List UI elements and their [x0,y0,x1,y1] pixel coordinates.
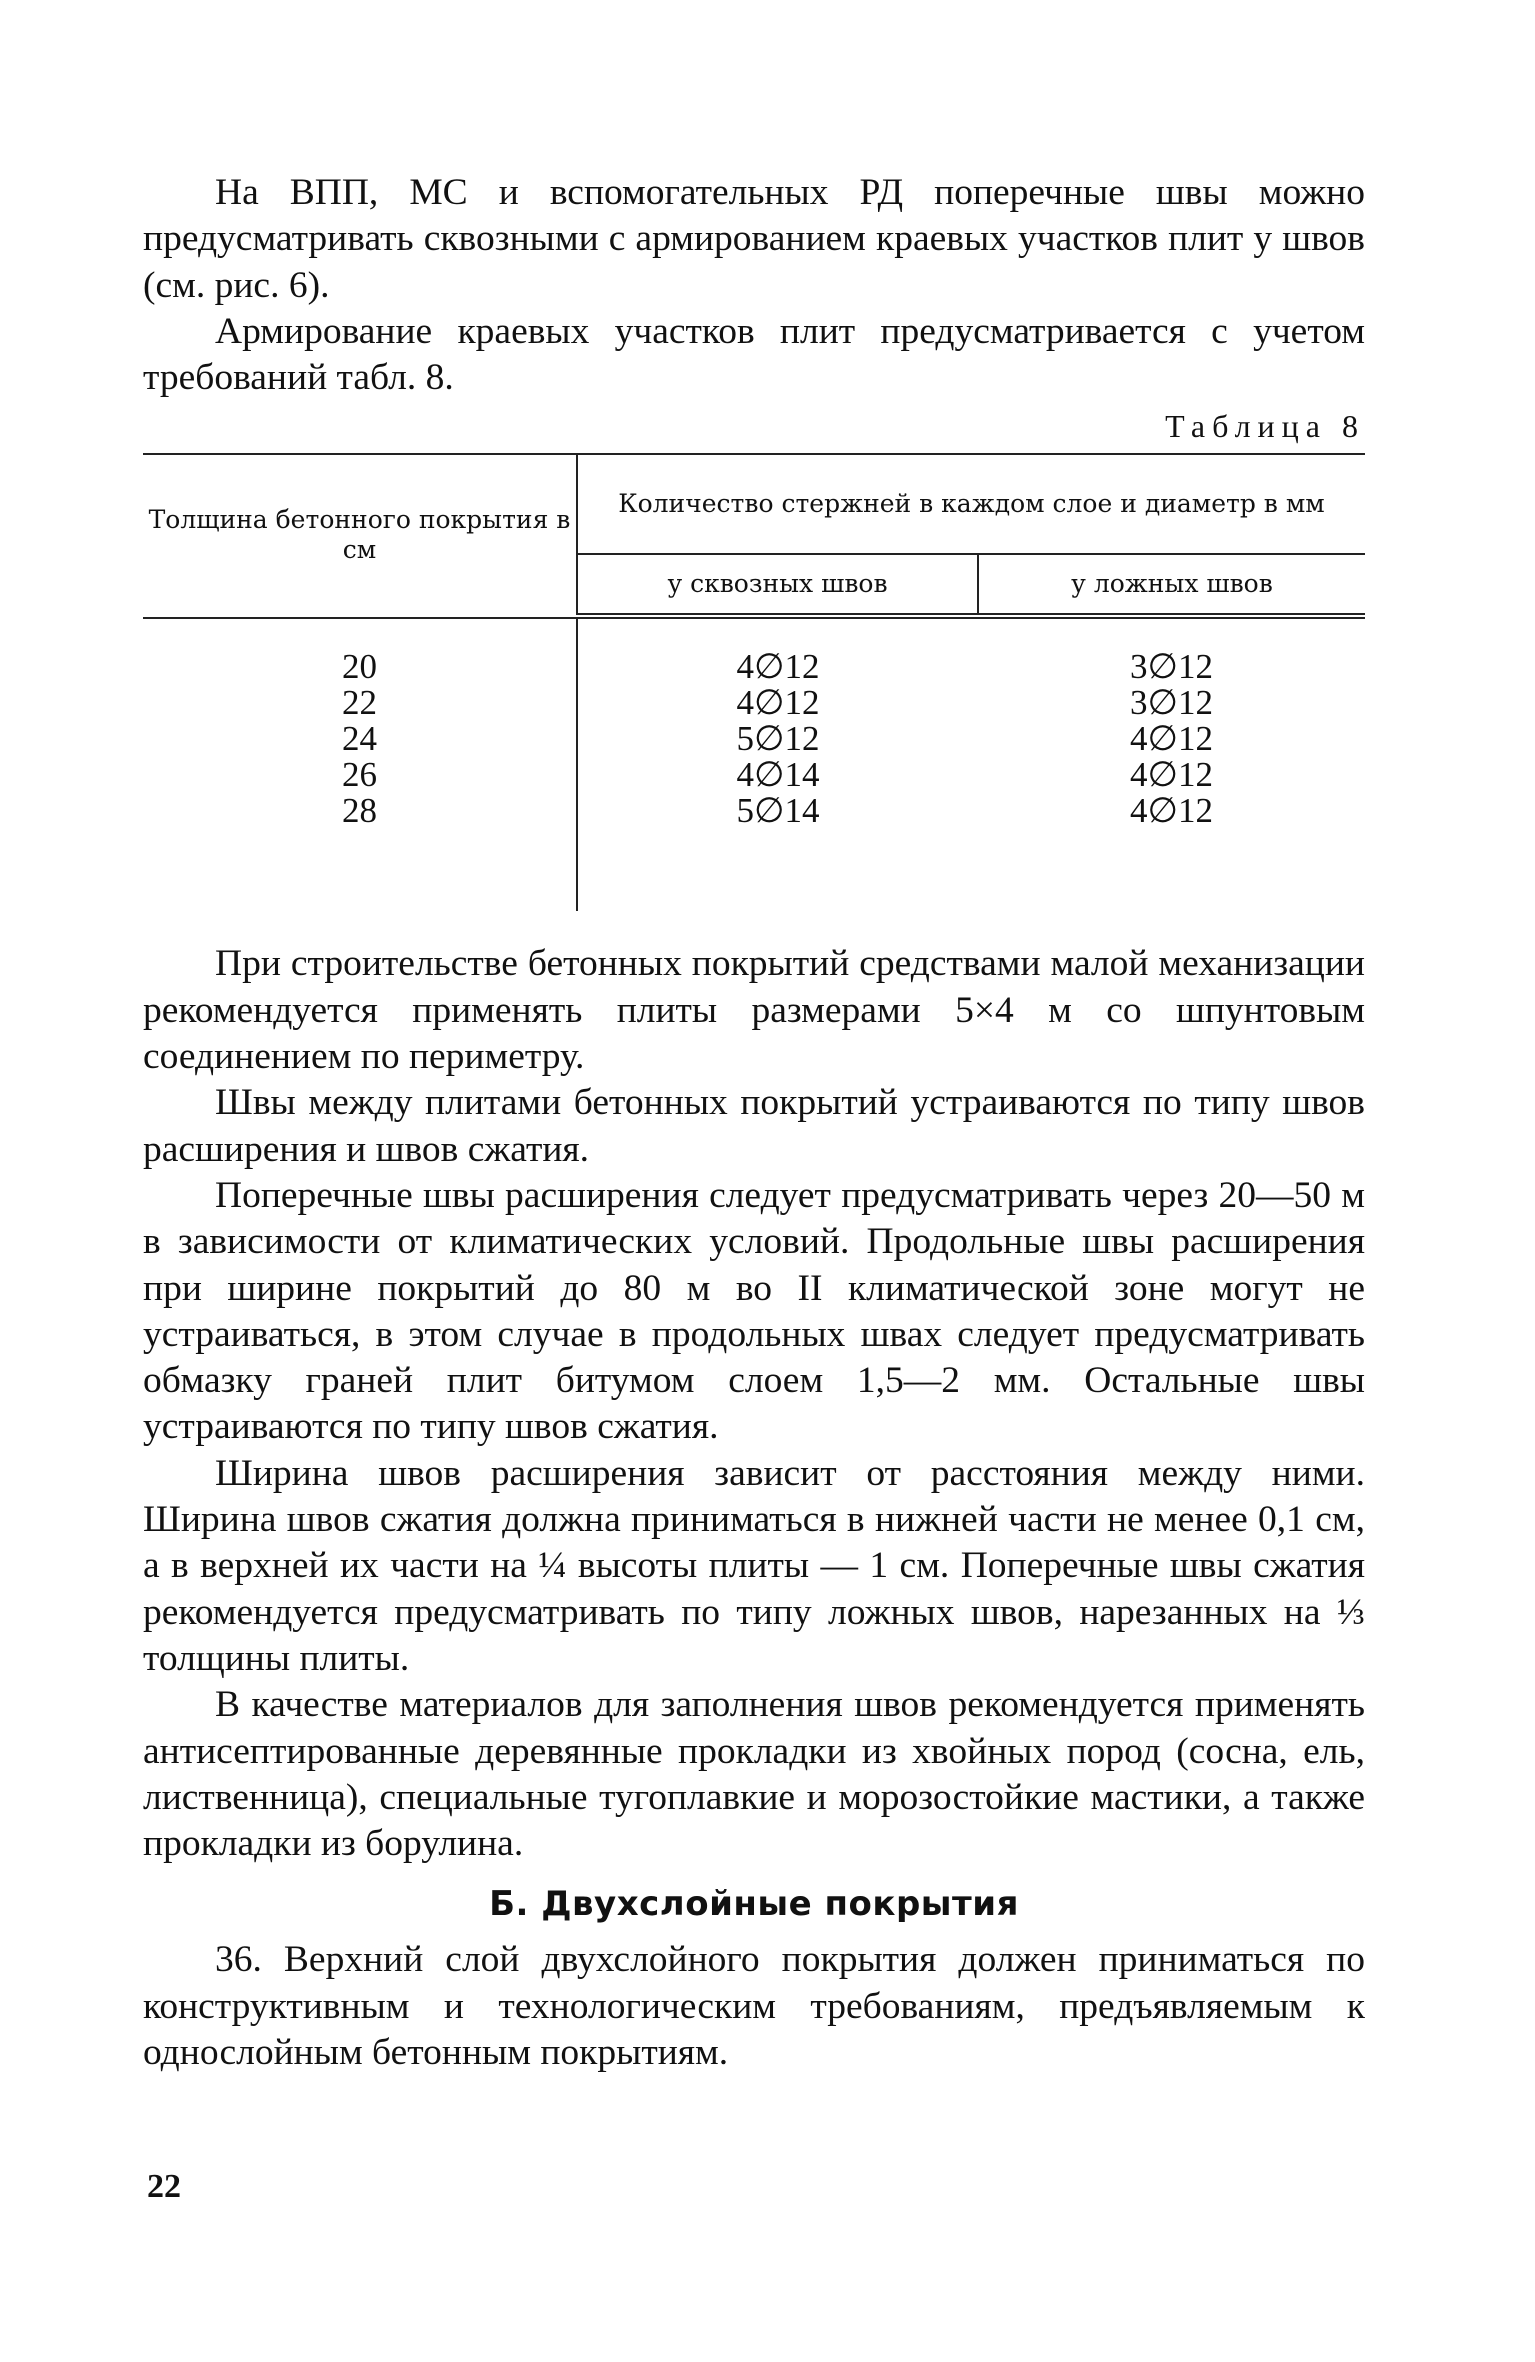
table-cell: 4∅14 [736,755,820,795]
paragraph: В качестве материалов для заполнения швов рекомендуется применять антисептированные деревянные прокладки из хвойных пород (сосна, ель, лиственница), специальные тугоплавкие и морозостойкие мастики, а также прокладки из борулина. [143,1684,1365,1865]
table-cell: 4∅12 [736,683,820,723]
page-number: 22 [147,2168,181,2205]
page-body [143,170,1365,2076]
header-false-joints: у ложных швов [978,554,1365,614]
paragraph: На ВПП, МС и вспомогательных РД поперечные швы можно предусматривать сквозными с армированием краевых участков плит у швов (см. рис. 6). [143,172,1365,306]
paragraph: При строительстве бетонных покрытий средствами малой механизации рекомендуется применять плиты размерами 5×4 м со шпунтовым соединением по периметру. [143,943,1365,1078]
table-cell: 24 [342,719,377,759]
table-cell: 3∅12 [1130,683,1213,723]
table-cell: 4∅12 [1130,719,1213,759]
table-caption: Таблица 8 [1165,408,1365,445]
table-cell: 3∅12 [1130,647,1213,687]
through-joint-values [577,618,978,911]
rebar-table [143,453,1365,911]
false-joint-values [978,618,1365,911]
thickness-values [143,618,577,911]
header-thickness: Толщина бетонного покрытия в см [143,454,577,614]
table-cell: 5∅12 [736,719,820,759]
table-cell: 4∅12 [1130,755,1213,795]
paragraph: Поперечные швы расширения следует предусматривать через 20—50 м в зависимости от климатических условий. Продольные швы расширения при ширине покрытий до 80 м во II климатической зоне могут не устраиваться, в этом случае в продольных швах следует предусматривать обмазку граней плит битумом слоем 1,5—2 мм. Остальные швы устраиваются по типу швов сжатия. [143,1174,1365,1448]
table-cell: 4∅12 [736,647,820,687]
section-heading: Б. Двухслойные покрытия [489,1884,1019,1925]
paragraph: Ширина швов расширения зависит от расстояния между ними. Ширина швов сжатия должна приниматься в нижней части не менее 0,1 см, а в верхней их части на ¼ высоты плиты — 1 см. Поперечные швы сжатия рекомендуется предусматривать по типу ложных швов, нарезанных на ⅓ толщины плиты. [143,1452,1365,1679]
header-through-joints: у сквозных швов [577,554,978,614]
table-cell: 26 [342,755,377,795]
header-rebar-group: Количество стержней в каждом слое и диаметр в мм [577,454,1365,554]
paragraph: Армирование краевых участков плит предусматривается с учетом требований табл. 8. [143,310,1365,399]
table-cell: 4∅12 [1130,791,1213,831]
table-cell: 22 [342,683,377,723]
table-cell: 28 [342,791,377,831]
paragraph: Швы между плитами бетонных покрытий устраиваются по типу швов расширения и швов сжатия. [143,1082,1365,1170]
paragraph: 36. Верхний слой двухслойного покрытия должен приниматься по конструктивным и технологическим требованиям, предъявляемым к однослойным бетонным покрытиям. [143,1939,1365,2074]
table-cell: 5∅14 [736,791,820,831]
table-cell: 20 [342,647,377,687]
